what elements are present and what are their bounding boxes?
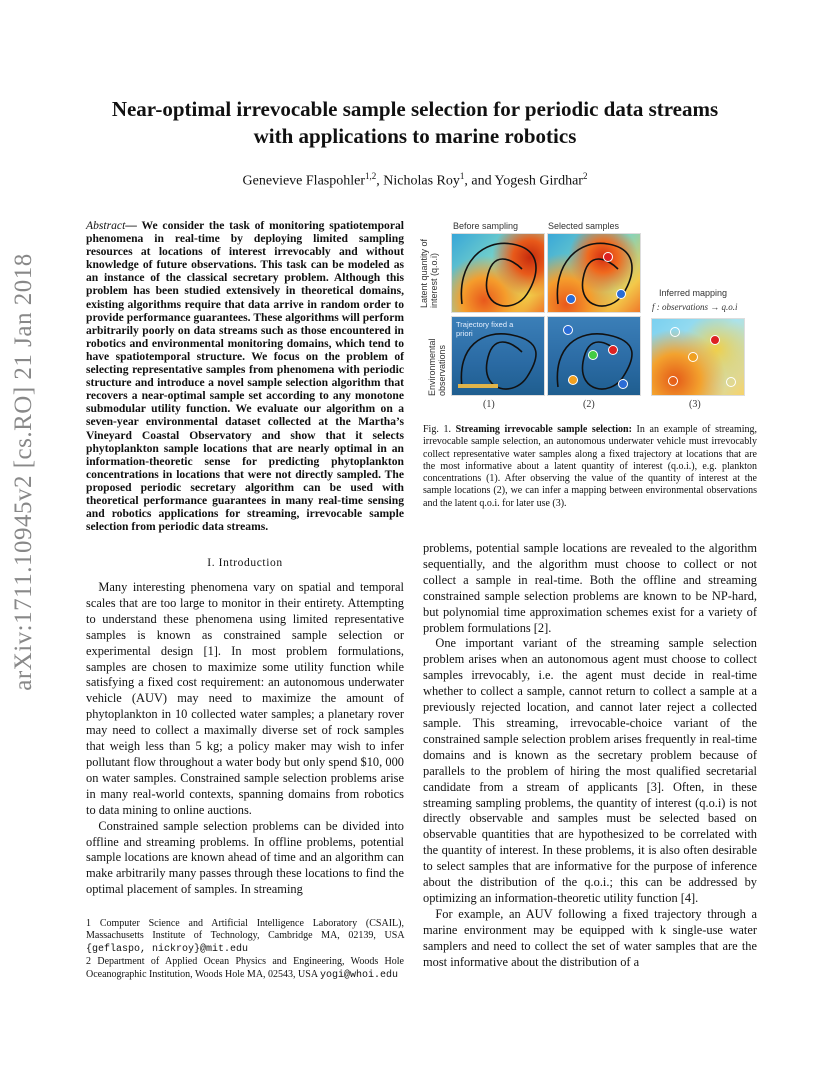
- label-mapping-function: f : observations → q.o.i: [652, 302, 738, 312]
- sample-marker: [616, 289, 626, 299]
- caption-bold: Streaming irrevocable sample selection:: [455, 424, 632, 435]
- figure-caption: [423, 424, 757, 510]
- inferred-heatmap: [651, 318, 745, 396]
- footnote-2-email: yogi@whoi.edu: [320, 969, 399, 981]
- footnote-2-text: 2 Department of Applied Ocean Physics and Engineering, Woods Hole Oceanographic Institution, Woods Hole MA, 02543, USA: [86, 956, 404, 980]
- footnote-1-email: {geflaspo, nickroy}@mit.edu: [86, 943, 249, 955]
- author-1: Genevieve Flaspohler: [242, 173, 365, 189]
- figure-1: [419, 218, 759, 414]
- label-inferred-mapping: Inferred mapping: [659, 288, 728, 298]
- sample-marker: [588, 350, 598, 360]
- author-2: , Nicholas Roy: [376, 173, 460, 189]
- label-step-1: (1): [483, 399, 495, 410]
- author-1-affil: 1,2: [365, 171, 377, 181]
- trajectory-path: [548, 234, 640, 312]
- paragraph: Constrained sample selection problems can be divided into offline and streaming problems. In offline problems, potential sample locations are known ahead of time and an algorithm can make arbitrarily many passes through these locations to find the optimal placement of samples. In streaming: [86, 818, 404, 897]
- sample-marker: [568, 375, 578, 385]
- paper-title: [70, 96, 760, 150]
- sample-marker: [668, 376, 678, 386]
- paragraph: For example, an AUV following a fixed trajectory through a marine environment may be equipped with k single-use water samplers and need to collect the set of water samples that are the most informative about the distribution of a: [423, 906, 757, 969]
- paragraph: One important variant of the streaming sample selection problem arises when an autonomous agent must choose to collect samples irrevocably, i.e. the agent must decide in real-time whether to collect a sample, cannot return to collect a sample at a previously rejected location, and cannot later reject a collected sample. This streaming, irrevocable-choice variant of the constrained sample selection problem arises frequently in real-time domains and is known as the secretary problem because of parallels to the problem of hiring the most qualified secretarial candidate from a stream of applicants [3]. Often, in these streaming sampling problems, the quantity of interest (q.o.i) is not directly observable and samples must be selected based on observable quantities that are hypothesized to be correlated with the quantity of interest. In these problems, it is also often desirable to select samples that are informative for the purpose of inference about the distribution of the q.o.i.; this can be addressed by optimizing an information-theoretic utility function [4].: [423, 636, 757, 905]
- label-selected-samples: Selected samples: [548, 221, 620, 231]
- section-heading-introduction: I. Introduction: [207, 557, 283, 569]
- sample-marker: [563, 325, 573, 335]
- observations-before: [451, 316, 545, 396]
- label-trajectory-fixed: Trajectory fixed a priori: [456, 320, 514, 338]
- footnote-1-text: 1 Computer Science and Artificial Intelligence Laboratory (CSAIL), Massachusetts Institute of Technology, Cambridge MA, 02139, USA: [86, 918, 404, 942]
- sample-marker: [688, 352, 698, 362]
- label-step-2: (2): [583, 399, 595, 410]
- footnote-2: [86, 956, 404, 982]
- auv-icon: [458, 384, 498, 388]
- label-step-3: (3): [689, 399, 701, 410]
- caption-label: Fig. 1.: [423, 424, 451, 435]
- sample-marker: [603, 252, 613, 262]
- sample-marker: [618, 379, 628, 389]
- author-list: [70, 171, 760, 190]
- abstract: [86, 219, 404, 533]
- sample-marker: [670, 327, 680, 337]
- sample-marker: [710, 335, 720, 345]
- heatmap-before: [451, 233, 545, 313]
- observations-selected: [547, 316, 641, 396]
- trajectory-path: [452, 234, 544, 312]
- heatmap-selected: [547, 233, 641, 313]
- abstract-text: — We consider the task of monitoring spatiotemporal phenomena in real-time by deploying limited sampling resources at locations of interest irrevocably and without knowledge of future observations. This task can be modeled as an instance of the classical secretary problem. Although this problem has been studied extensively in theoretical domains, existing algorithms require that data arrive in random order to provide performance guarantees. These algorithms will perform arbitrarily poorly on data streams such as those encountered in robotics and environmental monitoring domains, which tend to have spatiotemporal structure. We focus on the problem of selecting representative samples from phenomena with periodic structure and introduce a novel sample selection algorithm that recovers a near-optimal sample set according to any monotone submodular utility function. We evaluate our algorithm on a seven-year environmental dataset collected at the Martha’s Vineyard Coastal Observatory and show that it selects phytoplankton sample locations that are nearly optimal in an information-theoretic sense for predicting phytoplankton concentrations in locations that were not directly sampled. The proposed periodic secretary algorithm can be used with theoretical performance guarantees in many real-time sensing and robotics applications for streaming, irrevocable sample selection from periodic data streams.: [86, 219, 404, 534]
- arxiv-stamp: arXiv:1711.10945v2 [cs.RO] 21 Jan 2018: [10, 253, 37, 691]
- sample-marker: [726, 377, 736, 387]
- label-before-sampling: Before sampling: [453, 221, 519, 231]
- right-column-body: [423, 541, 757, 970]
- sample-marker: [608, 345, 618, 355]
- paragraph: problems, potential sample locations are revealed to the algorithm sequentially, and the algorithm must choose to collect or not collect a sample in real-time. Both the offline and streaming constrained sample selection problems are known to be NP-hard, but polynomial time approximation schemes exist for a variety of problem formulations [2].: [423, 541, 757, 635]
- title-line-2: with applications to marine robotics: [253, 124, 577, 148]
- paragraph: Many interesting phenomena vary on spatial and temporal scales that are too large to monitor in their entirety. Attempting to understand these phenomena using limited representative samples is known as constrained sample selection or experimental design [1]. In most problem formulations, samples are chosen to maximize some utility function while satisfying a fixed cost requirement: an autonomous underwater vehicle (AUV) may need to maximize the amount of phytoplankton in 10 collected water samples; a planetary rover may need to collect a maximally diverse set of rock samples that weigh less than 5 kg; a policy maker may wish to infer pollutant flow throughout a water body but only spend $10, 000 on water samples. Constrained sample selection problems arise in many real-world contexts, spanning domains from robotics to data mining to online auctions.: [86, 580, 404, 817]
- abstract-lead: Abstract: [86, 219, 126, 232]
- footnotes: [86, 918, 404, 982]
- author-2-affil: 1: [459, 171, 465, 181]
- title-line-1: Near-optimal irrevocable sample selection for periodic data streams: [111, 97, 719, 121]
- footnote-1: [86, 918, 404, 956]
- author-3-affil: 2: [582, 171, 588, 181]
- label-environmental-observations: Environmental observations: [427, 338, 447, 396]
- left-column-body: [86, 580, 404, 898]
- author-3: , and Yogesh Girdhar: [464, 173, 583, 189]
- label-latent-qoi: Latent quantity of interest (q.o.i): [419, 238, 439, 308]
- sample-marker: [566, 294, 576, 304]
- caption-text: In an example of streaming, irrevocable sample selection, an autonomous underwater vehicle must irrevocably collect representative water samples along a fixed trajectory at locations that are the most informative about a latent quantity of interest (q.o.i.), e.g. plankton concentrations (1). After observing the value of the quantity of interest at the sample locations (2), we can infer a mapping between environmental observations and the latent q.o.i. for later use (3).: [423, 424, 758, 509]
